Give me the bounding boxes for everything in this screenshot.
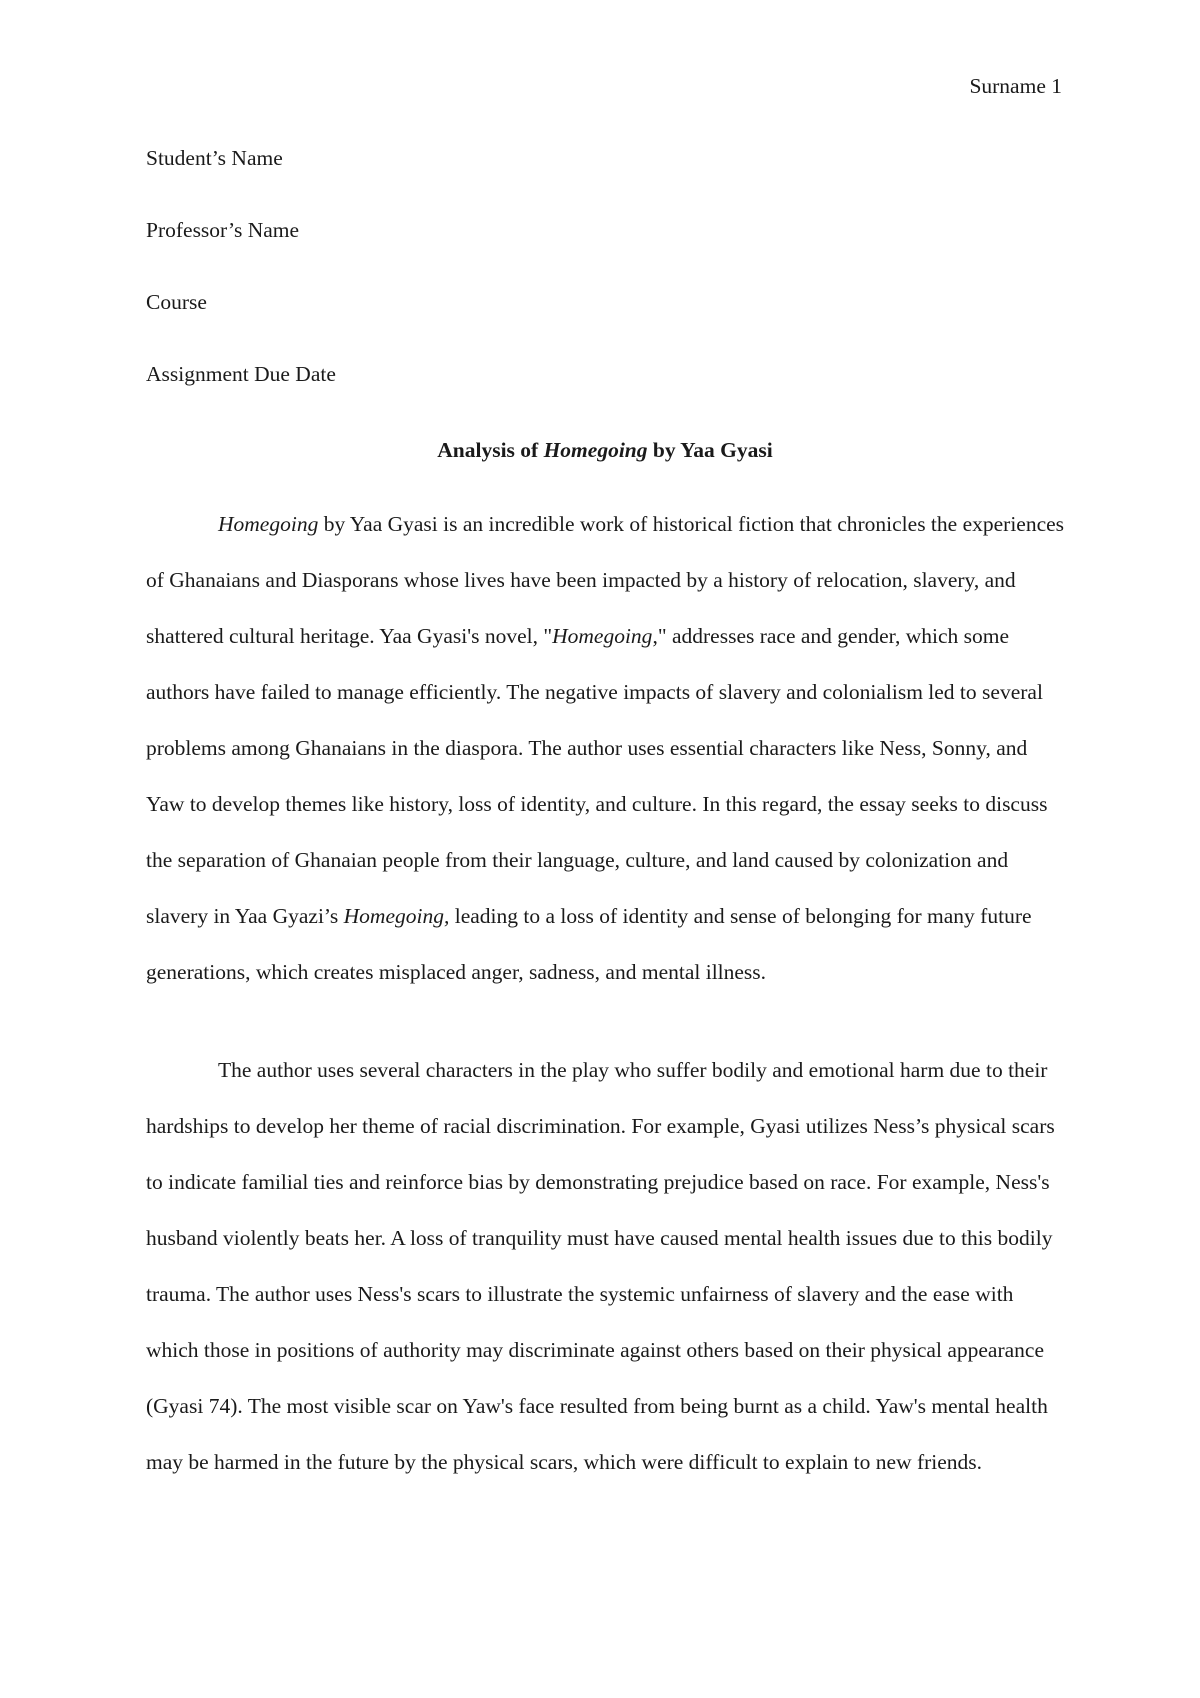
paragraph-2: The author uses several characters in the play who suffer bodily and emotional harm due to their hardships to develop her theme of racial discrimination. For example, Gyasi utilizes Ness’s physical scars to indicate familial ties and reinforce bias by demonstrating prejudice based on race. For example, Ness's husband violently beats her. A loss of tranquility must have caused mental health issues due to this bodily trauma. The author uses Ness's scars to illustrate the systemic unfairness of slavery and the ease with which those in positions of authority may discriminate against others based on their physical appearance (Gyasi 74). The most visible scar on Yaw's face resulted from being burnt as a child. Yaw's mental health may be harmed in the future by the physical scars, which were difficult to explain to new friends. <box>146 1058 1055 1474</box>
p1-text-a: by Yaa Gyasi is an incredible work of historical fiction that chronicles the experiences of Ghanaians and Diasporans whose lives have been impacted by a history of relocation, slavery, and shattered cultural heritage. Yaa Gyasi's novel, " <box>146 512 1065 648</box>
p1-text-c: leading to a loss of identity and sense of belonging for many future generations, which creates misplaced anger, sadness, and mental illness. <box>146 904 1032 984</box>
due-date: Assignment Due Date <box>146 362 336 386</box>
course-name: Course <box>146 290 207 314</box>
p1-italic-title-2: Homegoing <box>552 624 653 648</box>
title-prefix: Analysis of <box>437 438 544 462</box>
student-name: Student’s Name <box>146 146 283 170</box>
professor-name: Professor’s Name <box>146 218 300 242</box>
p1-italic-title: Homegoing <box>218 512 319 536</box>
paragraph-1 <box>146 496 1066 1000</box>
p1-italic-title-3: Homegoing, <box>343 904 450 928</box>
title-suffix: by Yaa Gyasi <box>647 438 773 462</box>
p1-text-b: ," addresses race and gender, which some authors have failed to manage efficiently. The negative impacts of slavery and colonialism led to several problems among Ghanaians in the diaspora. The author uses essential characters like Ness, Sonny, and Yaw to develop themes like history, loss of identity, and culture. In this regard, the essay seeks to discuss the separation of Ghanaian people from their language, culture, and land caused by colonization and slavery in Yaa Gyazi’s <box>146 624 1048 928</box>
running-head: Surname 1 <box>969 74 1062 98</box>
title-italic: Homegoing <box>543 438 648 462</box>
mla-heading-block <box>146 144 336 432</box>
essay-title <box>146 436 1064 464</box>
